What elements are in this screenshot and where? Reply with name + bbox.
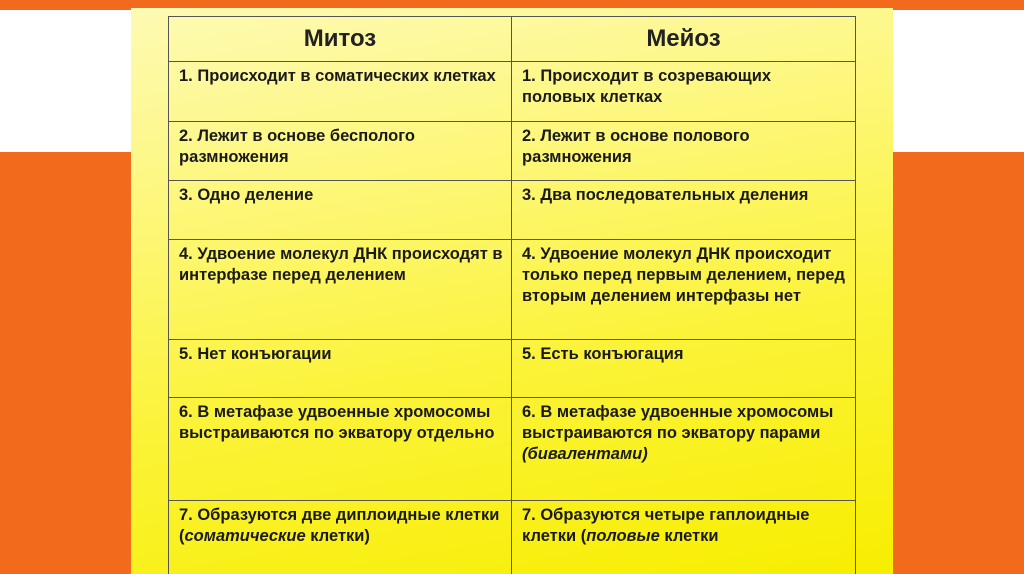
cell-mitosis: 6. В метафазе удвоенные хромосомы выстраиваются по экватору отдельно [169, 398, 512, 501]
table-row [169, 122, 856, 181]
italic-term: соматические [184, 527, 306, 545]
table-row [169, 62, 856, 122]
cell-meiosis: 5. Есть конъюгация [512, 340, 856, 398]
meiosis-text-a: 7. Образуются четыре гаплоидные клетки ( [522, 506, 810, 545]
italic-term: (бивалентами) [522, 445, 648, 463]
table-row [169, 501, 856, 574]
cell-meiosis: 4. Удвоение молекул ДНК происходит только перед первым делением, перед вторым делением интерфазы нет [512, 240, 856, 340]
cell-meiosis [512, 398, 856, 501]
italic-term: половые [586, 527, 660, 545]
cell-mitosis: 5. Нет конъюгации [169, 340, 512, 398]
cell-meiosis: 3. Два последовательных деления [512, 181, 856, 240]
meiosis-text: 6. В метафазе удвоенные хромосомы выстраиваются по экватору парами [522, 403, 834, 442]
table-header-row [169, 17, 856, 62]
comparison-table [168, 16, 856, 574]
table-row [169, 398, 856, 501]
mitosis-text-b: клетки) [305, 527, 370, 545]
table-row [169, 181, 856, 240]
cell-mitosis: 4. Удвоение молекул ДНК происходят в интерфазе перед делением [169, 240, 512, 340]
header-mitosis: Митоз [169, 17, 512, 62]
cell-mitosis: 3. Одно деление [169, 181, 512, 240]
table-row [169, 240, 856, 340]
cell-meiosis: 1. Происходит в созревающих половых клетках [512, 62, 856, 122]
cell-mitosis: 1. Происходит в соматических клетках [169, 62, 512, 122]
cell-meiosis [512, 501, 856, 574]
cell-mitosis [169, 501, 512, 574]
cell-meiosis: 2. Лежит в основе полового размножения [512, 122, 856, 181]
cell-mitosis: 2. Лежит в основе бесполого размножения [169, 122, 512, 181]
meiosis-text-b: клетки [659, 527, 719, 545]
mitosis-text-a: 7. Образуются две диплоидные клетки ( [179, 506, 500, 545]
header-meiosis: Мейоз [512, 17, 856, 62]
table-row [169, 340, 856, 398]
